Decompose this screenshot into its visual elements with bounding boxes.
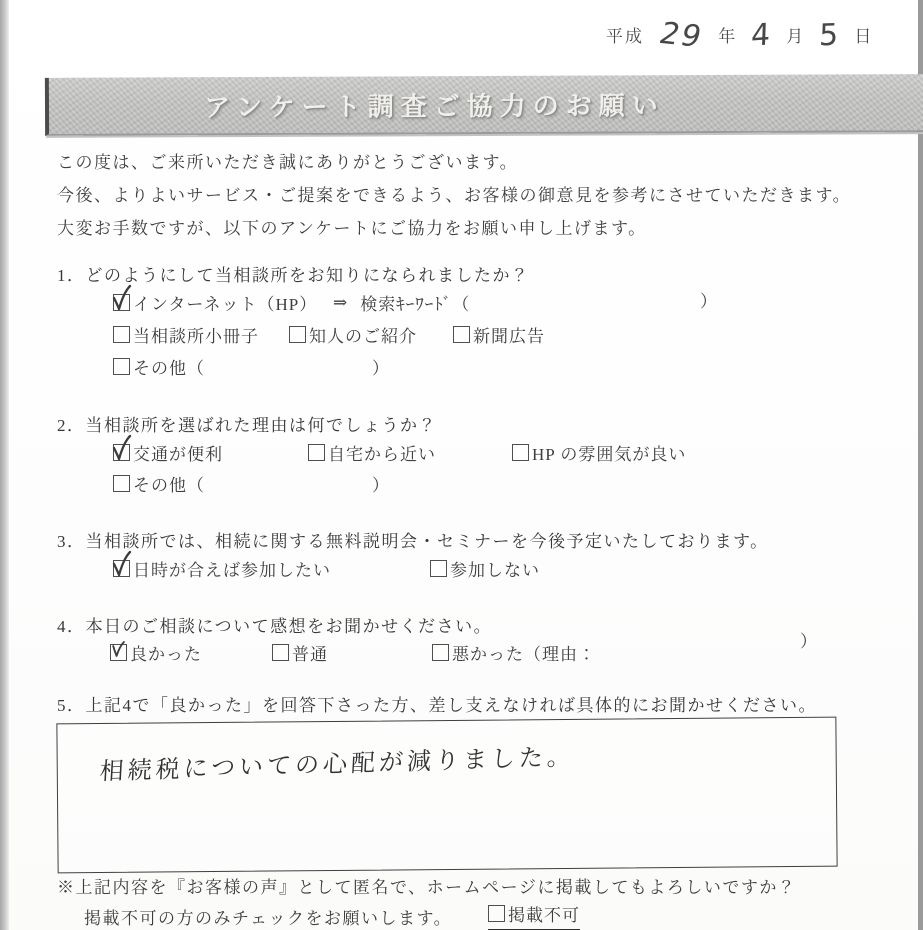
q4-option-normal bbox=[272, 640, 328, 665]
year-value-handwritten: 29 bbox=[655, 16, 708, 55]
q2-option-other bbox=[113, 471, 205, 496]
q2-option-row-1 bbox=[0, 440, 923, 470]
q3-option-not-join bbox=[430, 556, 540, 581]
q1-option-other bbox=[113, 354, 205, 379]
day-value-handwritten: 5 bbox=[818, 17, 841, 54]
q3-option-join bbox=[113, 556, 331, 581]
checkmark-icon bbox=[110, 639, 128, 663]
q2-option-near-home bbox=[308, 440, 436, 465]
q4-bad-close-paren: ） bbox=[800, 632, 817, 651]
q3-option-not-join-label: 参加しない bbox=[450, 561, 540, 580]
q4-title: 4．本日のご相談について感想をお聞かせください。 bbox=[57, 617, 493, 636]
q4-option-good bbox=[110, 640, 202, 665]
q1-option-referral bbox=[289, 322, 417, 347]
q4-option-good-label: 良かった bbox=[130, 645, 202, 664]
month-unit-label: 月 bbox=[786, 27, 806, 46]
year-unit-label: 年 bbox=[718, 27, 738, 46]
checkbox-booklet[interactable] bbox=[113, 326, 130, 343]
q1-keyword-close-paren: ） bbox=[700, 292, 717, 311]
footer-no-publish-label: 掲載不可 bbox=[508, 906, 580, 925]
q2-option-transport bbox=[113, 440, 223, 465]
title-banner bbox=[45, 74, 923, 136]
checkbox-q1-other[interactable] bbox=[113, 358, 130, 375]
date-line bbox=[606, 16, 877, 55]
q5-handwritten-answer: 相続税についての心配が減りました。 bbox=[98, 742, 576, 786]
checkmark-icon bbox=[111, 285, 133, 313]
q1-option-newspaper-label: 新聞広告 bbox=[473, 327, 545, 346]
q2-option-near-home-label: 自宅から近い bbox=[328, 445, 436, 464]
q1-option-other-label: その他（ bbox=[133, 359, 205, 378]
q3-title: 3．当相談所では、相続に関する無料説明会・セミナーを今後予定いたしております。 bbox=[57, 532, 769, 551]
q2-title: 2．当相談所を選ばれた理由は何でしょうか？ bbox=[57, 416, 437, 435]
q1-other-close-paren: ） bbox=[372, 359, 389, 378]
q5-title: 5．上記4で「良かった」を回答下さった方、差し支えなければ具体的にお聞かせください。 bbox=[57, 696, 817, 715]
q1-option-booklet-label: 当相談所小冊子 bbox=[133, 327, 259, 346]
checkbox-transport[interactable] bbox=[113, 444, 130, 461]
q1-keyword-label: 検索ｷｰﾜｰﾄﾞ（ bbox=[360, 295, 471, 314]
q4-option-bad bbox=[432, 640, 596, 665]
checkbox-good[interactable] bbox=[110, 644, 127, 661]
checkbox-hp-mood[interactable] bbox=[512, 444, 529, 461]
footer-line-2: 掲載不可の方のみチェックをお願いします。 bbox=[84, 909, 453, 928]
q4-option-row bbox=[0, 632, 923, 670]
q3-option-join-label: 日時が合えば参加したい bbox=[133, 561, 331, 580]
q2-option-row-2 bbox=[0, 471, 923, 501]
q1-option-referral-label: 知人のご紹介 bbox=[309, 327, 417, 346]
q2-other-close-paren: ） bbox=[372, 476, 389, 495]
checkmark-icon bbox=[111, 551, 133, 579]
q2-option-transport-label: 交通が便利 bbox=[133, 445, 223, 464]
q2-option-other-label: その他（ bbox=[133, 476, 205, 495]
footer-line-1: ※上記内容を『お客様の声』として匿名で、ホームページに掲載してもよろしいですか？ bbox=[57, 878, 797, 897]
q1-option-newspaper bbox=[453, 322, 545, 347]
footer-no-publish-option bbox=[488, 901, 580, 930]
checkbox-normal[interactable] bbox=[272, 644, 289, 661]
q2-option-hp-mood-label: HP の雰囲気が良い bbox=[532, 445, 687, 464]
checkbox-newspaper[interactable] bbox=[453, 326, 470, 343]
q4-option-normal-label: 普通 bbox=[292, 645, 328, 664]
checkbox-internet[interactable] bbox=[113, 294, 130, 311]
month-value-handwritten: 4 bbox=[750, 17, 773, 54]
q5-comment-box[interactable] bbox=[56, 717, 837, 874]
era-label: 平成 bbox=[606, 27, 644, 46]
q2-option-hp-mood bbox=[512, 440, 686, 465]
checkbox-referral[interactable] bbox=[289, 326, 306, 343]
checkbox-near-home[interactable] bbox=[308, 444, 325, 461]
intro-line-3: 大変お手数ですが、以下のアンケートにご協力をお願い申し上げます。 bbox=[57, 219, 647, 238]
checkbox-not-join-seminar[interactable] bbox=[430, 560, 447, 577]
q1-option-row-1 bbox=[0, 290, 923, 320]
intro-line-2: 今後、よりよいサービス・ご提案をできるよう、お客様の御意見を参考にさせていただきます。 bbox=[57, 186, 852, 205]
q1-option-row-2 bbox=[0, 322, 923, 352]
checkbox-bad[interactable] bbox=[432, 644, 449, 661]
q1-option-booklet bbox=[113, 322, 259, 347]
q1-option-internet bbox=[113, 290, 317, 315]
q1-keyword-section bbox=[333, 290, 470, 315]
q1-title: 1．どのようにして当相談所をお知りになられましたか？ bbox=[57, 266, 530, 285]
q3-option-row bbox=[0, 556, 923, 586]
checkbox-join-seminar[interactable] bbox=[113, 560, 130, 577]
checkmark-icon bbox=[111, 435, 133, 463]
day-unit-label: 日 bbox=[854, 27, 874, 46]
q1-option-internet-label: インターネット（HP） bbox=[133, 295, 318, 314]
checkbox-q2-other[interactable] bbox=[113, 475, 130, 492]
page-title: アンケート調査ご協力のお願い bbox=[204, 90, 665, 122]
q1-option-row-3 bbox=[0, 354, 923, 384]
arrow-icon: ⇒ bbox=[333, 292, 349, 312]
checkbox-no-publish[interactable] bbox=[488, 905, 505, 922]
q4-option-bad-label: 悪かった（理由： bbox=[452, 645, 596, 664]
intro-line-1: この度は、ご来所いただき誠にありがとうございます。 bbox=[57, 153, 519, 172]
